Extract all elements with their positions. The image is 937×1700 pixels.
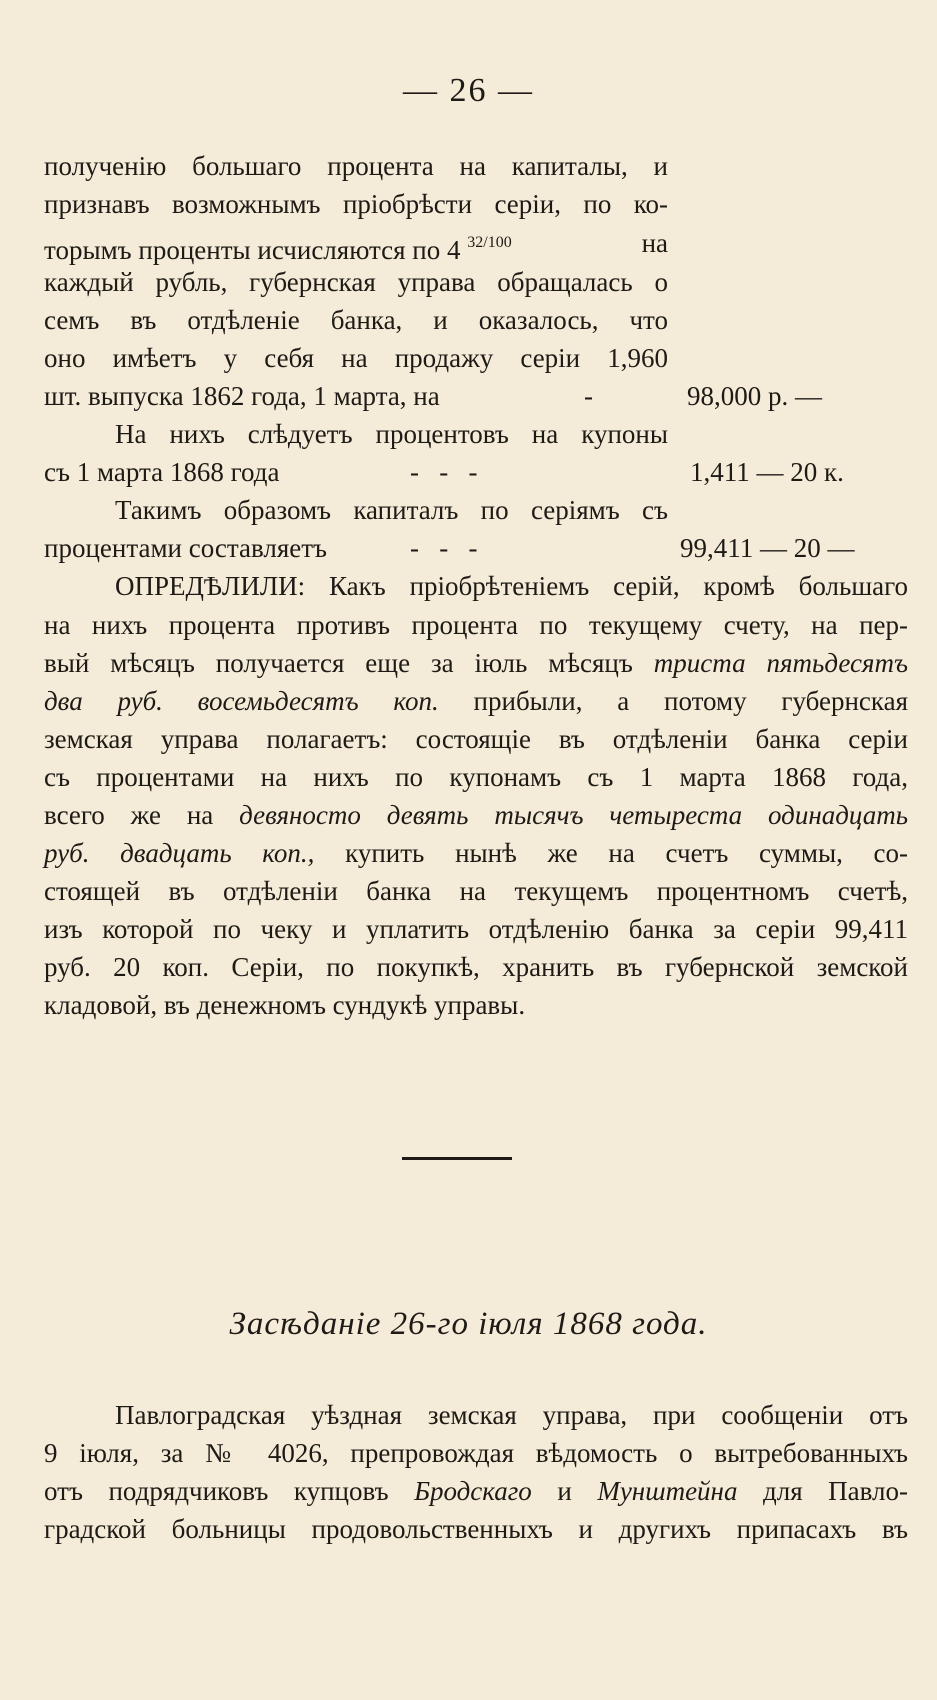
text-line: Павлоградская уѣздная земская управа, при сообщеніи отъ	[115, 1400, 908, 1430]
amount-dash: - - -	[410, 457, 478, 487]
resolution-line: земская управа полагаетъ: состоящіе въ отдѣленіи банка серіи	[44, 724, 908, 754]
resolution-line: на нихъ процента противъ процента по текущему счету, на пер-	[44, 610, 908, 640]
text-line: отъ подрядчиковъ купцовъ Бродскаго и Мунштейна для Павло-	[44, 1476, 909, 1506]
text-line: 9 іюля, за № 4026, препровождая вѣдомость о вытребованныхъ	[44, 1438, 908, 1468]
amount-dash: -	[584, 381, 593, 411]
resolution-line: руб. двадцать коп., купить нынѣ же на счетъ суммы, со-	[44, 838, 909, 868]
session-heading: Засѣданіе 26-го іюля 1868 года.	[229, 1306, 708, 1342]
amount-label: съ 1 марта 1868 года	[44, 457, 280, 487]
amount-row-series	[44, 378, 908, 414]
resolution-line: изъ которой по чеку и уплатить отдѣленію банка за серіи 99,411	[44, 914, 908, 944]
resolution-line: кладовой, въ денежномъ сундукѣ управы.	[44, 990, 526, 1020]
section-divider	[402, 1157, 512, 1160]
rate-text: торымъ проценты исчисляются по 4	[44, 235, 461, 265]
amount-value: 99,411 — 20 —	[680, 533, 855, 563]
merchant-name: Мунштейна	[597, 1476, 738, 1506]
page-number: — 26 —	[403, 72, 534, 109]
merchant-name: Бродскаго	[414, 1476, 532, 1506]
resolution-line: ОПРЕДѢЛИЛИ: Какъ пріобрѣтеніемъ серій, кромѣ большаго	[115, 571, 908, 601]
amount-row-percent	[44, 454, 908, 490]
rate-fraction: 32/100	[467, 234, 512, 251]
amount-label: шт. выпуска 1862 года, 1 марта, на	[44, 381, 440, 411]
amount-words: девяносто девять тысячъ четыреста одинадцать	[239, 800, 908, 830]
amount-words: руб. двадцать коп.,	[44, 838, 315, 868]
amount-words: два руб. восемьдесятъ коп.	[44, 686, 439, 716]
resolution-lead: ОПРЕДѢЛИЛИ:	[115, 571, 306, 601]
text-line: каждый рубль, губернская управа обращалась о	[44, 267, 668, 297]
text-line: градской больницы продовольственныхъ и другихъ припасахъ въ	[44, 1514, 908, 1544]
rate-tail: на	[641, 228, 668, 258]
resolution-line: вый мѣсяцъ получается еще за іюль мѣсяцъ триста пятьдесятъ	[44, 648, 908, 678]
text-line: оно имѣетъ у себя на продажу серіи 1,960	[44, 343, 668, 373]
text-line: На нихъ слѣдуетъ процентовъ на купоны	[115, 419, 668, 449]
text-line: семъ въ отдѣленіе банка, и оказалось, что	[44, 305, 668, 335]
text-line-rate	[44, 225, 668, 268]
amount-dash: - - -	[410, 533, 478, 563]
resolution-line: руб. 20 коп. Серіи, по покупкѣ, хранить въ губернской земской	[44, 952, 908, 982]
resolution-line: съ процентами на нихъ по купонамъ съ 1 марта 1868 года,	[44, 762, 908, 792]
amount-words: триста пятьдесятъ	[653, 648, 908, 678]
amount-value: 98,000 р. —	[687, 381, 822, 411]
amount-label: процентами составляетъ	[44, 533, 328, 563]
text-line: полученію большаго процента на капиталы, и	[44, 151, 668, 181]
amount-row-total	[44, 530, 908, 566]
resolution-line: всего же на девяносто девять тысячъ четыреста одинадцать	[44, 800, 908, 830]
text-line: признавъ возможнымъ пріобрѣсти серіи, по ко-	[44, 189, 668, 219]
resolution-line: два руб. восемьдесятъ коп. прибыли, а потому губернская	[44, 686, 909, 716]
amount-value: 1,411 — 20 к.	[690, 457, 844, 487]
text-line: Такимъ образомъ капиталъ по серіямъ съ	[115, 495, 668, 525]
resolution-line: стоящей въ отдѣленіи банка на текущемъ процентномъ счетѣ,	[44, 876, 908, 906]
